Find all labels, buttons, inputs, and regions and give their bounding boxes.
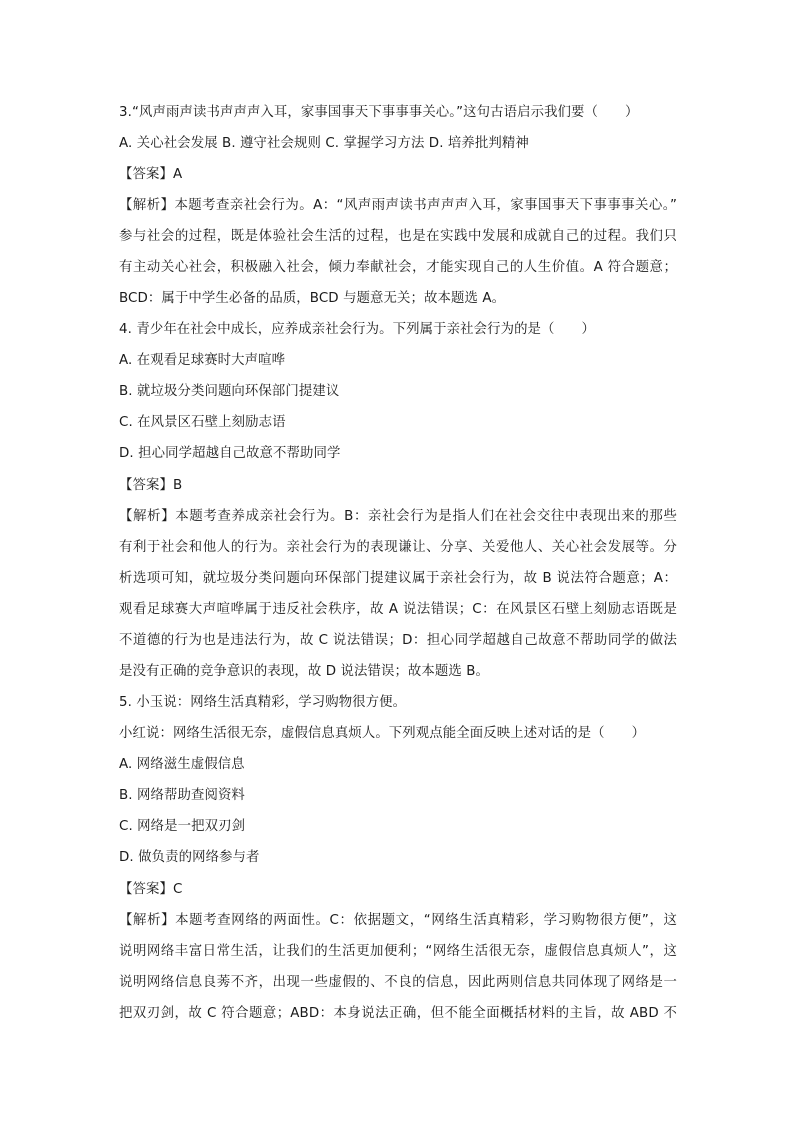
question-3-analysis-line: 【解析】本题考查亲社会行为。A：“风声雨声读书声声声入耳，家事国事天下事事事关心。” bbox=[119, 198, 677, 213]
question-4-option-c: C. 在风景区石壁上刻励志语 bbox=[119, 415, 286, 430]
question-4-option-b: B. 就垃圾分类问题向环保部门提建议 bbox=[119, 384, 340, 399]
question-3-options: A. 关心社会发展 B. 遵守社会规则 C. 掌握学习方法 D. 培养批判精神 bbox=[119, 136, 529, 151]
question-4-analysis-line: 析选项可知，就垃圾分类问题向环保部门提建议属于亲社会行为，故 B 说法符合题意；A： bbox=[119, 571, 677, 586]
question-4-analysis-line: 不道德的行为也是违法行为，故 C 说法错误；D：担心同学超越自己故意不帮助同学的做法 bbox=[119, 633, 677, 648]
question-4-stem: 4. 青少年在社会中成长，应养成亲社会行为。下列属于亲社会行为的是（ ） bbox=[119, 322, 596, 337]
question-5-analysis-line: 把双刃剑，故 C 符合题意；ABD：本身说法正确，但不能全面概括材料的主旨，故 ABD 不 bbox=[119, 1006, 677, 1021]
question-4-answer: 【答案】B bbox=[119, 478, 183, 493]
question-4-analysis-line: 观看足球赛大声喧哗属于违反社会秩序，故 A 说法错误；C：在风景区石壁上刻励志语既是 bbox=[119, 602, 677, 617]
question-3-analysis-line: 有主动关心社会，积极融入社会，倾力奉献社会，才能实现自己的人生价值。A 符合题意； bbox=[119, 260, 677, 275]
question-5-analysis-line: 说明网络信息良莠不齐，出现一些虚假的、不良的信息，因此两则信息共同体现了网络是一 bbox=[119, 975, 677, 990]
question-5-option-b: B. 网络帮助查阅资料 bbox=[119, 788, 245, 803]
question-3-answer: 【答案】A bbox=[119, 167, 183, 182]
question-4-analysis-line: 是没有正确的竞争意识的表现，故 D 说法错误；故本题选 B。 bbox=[119, 664, 490, 679]
question-5-option-c: C. 网络是一把双刃剑 bbox=[119, 819, 246, 834]
question-5-stem: 5. 小玉说：网络生活真精彩，学习购物很方便。 bbox=[119, 695, 407, 710]
question-4-option-a: A. 在观看足球赛时大声喧哗 bbox=[119, 353, 286, 368]
question-5-option-d: D. 做负责的网络参与者 bbox=[119, 850, 260, 865]
question-5-answer: 【答案】C bbox=[119, 882, 183, 897]
question-4-option-d: D. 担心同学超越自己故意不帮助同学 bbox=[119, 446, 341, 461]
question-5-analysis-line: 【解析】本题考查网络的两面性。C：依据题文，“网络生活真精彩，学习购物很方便”，这 bbox=[119, 913, 677, 928]
question-5-option-a: A. 网络滋生虚假信息 bbox=[119, 757, 245, 772]
question-3-stem: 3.“风声雨声读书声声声入耳，家事国事天下事事事关心。”这句古语启示我们要（ ） bbox=[119, 105, 639, 120]
question-4-analysis-line: 【解析】本题考查养成亲社会行为。B：亲社会行为是指人们在社会交往中表现出来的那些 bbox=[119, 509, 677, 524]
question-4-analysis-line: 有利于社会和他人的行为。亲社会行为的表现谦让、分享、关爱他人、关心社会发展等。分 bbox=[119, 540, 677, 555]
question-5-analysis-line: 说明网络丰富日常生活，让我们的生活更加便利；“网络生活很无奈，虚假信息真烦人”，这 bbox=[119, 944, 677, 959]
question-3-analysis-line: BCD：属于中学生必备的品质，BCD 与题意无关；故本题选 A。 bbox=[119, 291, 506, 306]
question-5-stem: 小红说：网络生活很无奈，虚假信息真烦人。下列观点能全面反映上述对话的是（ ） bbox=[119, 726, 646, 741]
question-3-analysis-line: 参与社会的过程，既是体验社会生活的过程，也是在实践中发展和成就自己的过程。我们只 bbox=[119, 229, 677, 244]
